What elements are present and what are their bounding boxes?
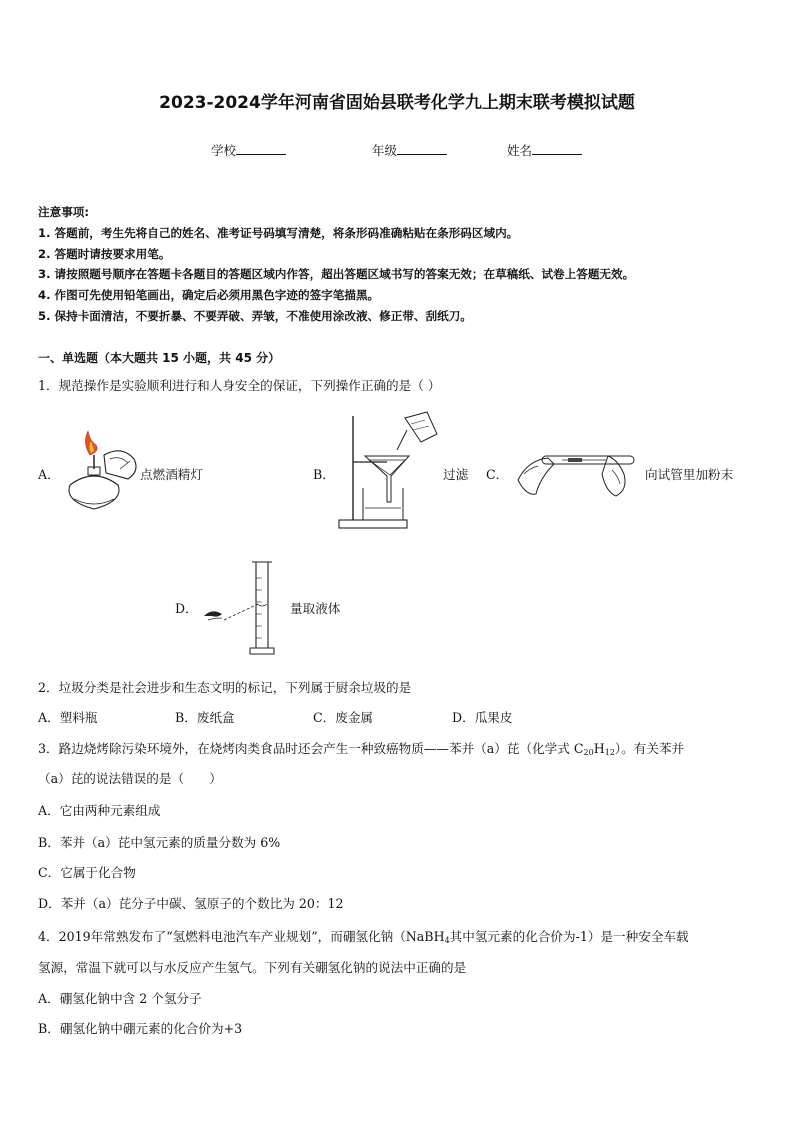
q1-option-c-letter: C． <box>486 467 509 482</box>
section-heading: 一、单选题（本大题共 15 小题，共 45 分） <box>38 351 281 365</box>
q1-option-d-label: 量取液体 <box>290 601 341 616</box>
q3-sub-hydrogen: 12 <box>604 748 615 757</box>
notice-item-5: 5. 保持卡面清洁，不要折暴、不要弄破、弄皱，不准使用涂改液、修正带、刮纸刀。 <box>38 309 472 323</box>
notice-item-4: 4. 作图可先使用铅笔画出，确定后必须用黑色字迹的签字笔描黑。 <box>38 288 380 302</box>
q3-stem-part1: 3．路边烧烤除污染环境外，在烧烤肉类食品时还会产生一种致癌物质——苯并（a）芘（化学式 C <box>38 741 584 756</box>
grade-label: 年级 <box>372 143 398 158</box>
notice-item-1: 1. 答题前，考生先将自己的姓名、准考证号码填写清楚，将条形码准确粘贴在条形码区域内。 <box>38 226 519 240</box>
q2-option-d: D．瓜果皮 <box>452 710 513 725</box>
q2-option-b: B．废纸盒 <box>175 710 235 725</box>
q3-option-c: C．它属于化合物 <box>38 865 136 880</box>
notice-heading: 注意事项: <box>38 205 90 219</box>
notice-item-2: 2. 答题时请按要求用笔。 <box>38 247 171 261</box>
q4-sub: 4 <box>444 936 450 945</box>
q2-option-c: C．废金属 <box>313 710 374 725</box>
q4-option-a: A．硼氢化钠中含 2 个氢分子 <box>38 991 202 1006</box>
filtration-setup-icon <box>335 408 443 530</box>
notice-item-3: 3. 请按照题号顺序在答题卡各题目的答题区域内作答，超出答题区域书写的答案无效；在草稿纸、试卷上答题无效。 <box>38 267 635 281</box>
q1-option-a-letter: A． <box>38 467 60 482</box>
name-field <box>507 141 582 159</box>
graduated-cylinder-icon <box>200 558 282 656</box>
school-label: 学校 <box>211 143 237 158</box>
q4-stem-part1: 4．2019年常熟发布了“氢燃料电池汽车产业规划”，而硼氢化钠（NaBH <box>38 929 445 944</box>
q3-option-a: A．它由两种元素组成 <box>38 803 161 818</box>
name-blank[interactable] <box>532 142 582 155</box>
q2-option-a: A．塑料瓶 <box>38 710 98 725</box>
q4-stem-part2: 其中氢元素的化合价为-1）是一种安全车载 <box>449 929 689 944</box>
name-label: 姓名 <box>507 143 533 158</box>
q1-option-b-label: 过滤 <box>443 467 469 482</box>
alcohol-lamp-icon <box>60 425 142 517</box>
q1-option-d-letter: D． <box>175 601 198 616</box>
page-title: 2023-2024学年河南省固始县联考化学九上期末联考模拟试题 <box>159 93 635 113</box>
q3-sub-carbon: 20 <box>583 748 594 757</box>
q4-stem <box>38 926 689 945</box>
q4-option-b: B．硼氢化钠中硼元素的化合价为+3 <box>38 1021 243 1036</box>
grade-field <box>372 141 447 159</box>
grade-blank[interactable] <box>397 142 447 155</box>
q3-stem <box>38 738 684 757</box>
q2-stem: 2．垃圾分类是社会进步和生态文明的标记，下列属于厨余垃圾的是 <box>38 680 412 695</box>
school-blank[interactable] <box>236 142 286 155</box>
q3-option-d: D．苯并（a）芘分子中碳、氢原子的个数比为 20：12 <box>38 896 344 911</box>
q3-stem-mid: H <box>593 741 605 756</box>
school-field <box>211 141 286 159</box>
q1-stem: 1．规范操作是实验顺利进行和人身安全的保证，下列操作正确的是（ ） <box>38 378 441 393</box>
q1-option-c-label: 向试管里加粉末 <box>645 467 734 482</box>
q1-option-b-letter: B． <box>313 467 335 482</box>
q4-stem-line2: 氢源，常温下就可以与水反应产生氢气。下列有关硼氢化钠的说法中正确的是 <box>38 960 467 975</box>
q3-stem-part2: ）。有关苯并 <box>614 741 685 756</box>
test-tube-powder-icon <box>512 440 640 502</box>
q3-stem-line2: （a）芘的说法错误的是（ ） <box>38 771 222 786</box>
q3-option-b: B．苯并（a）芘中氢元素的质量分数为 6% <box>38 835 281 850</box>
q1-option-a-label: 点燃酒精灯 <box>140 467 203 482</box>
